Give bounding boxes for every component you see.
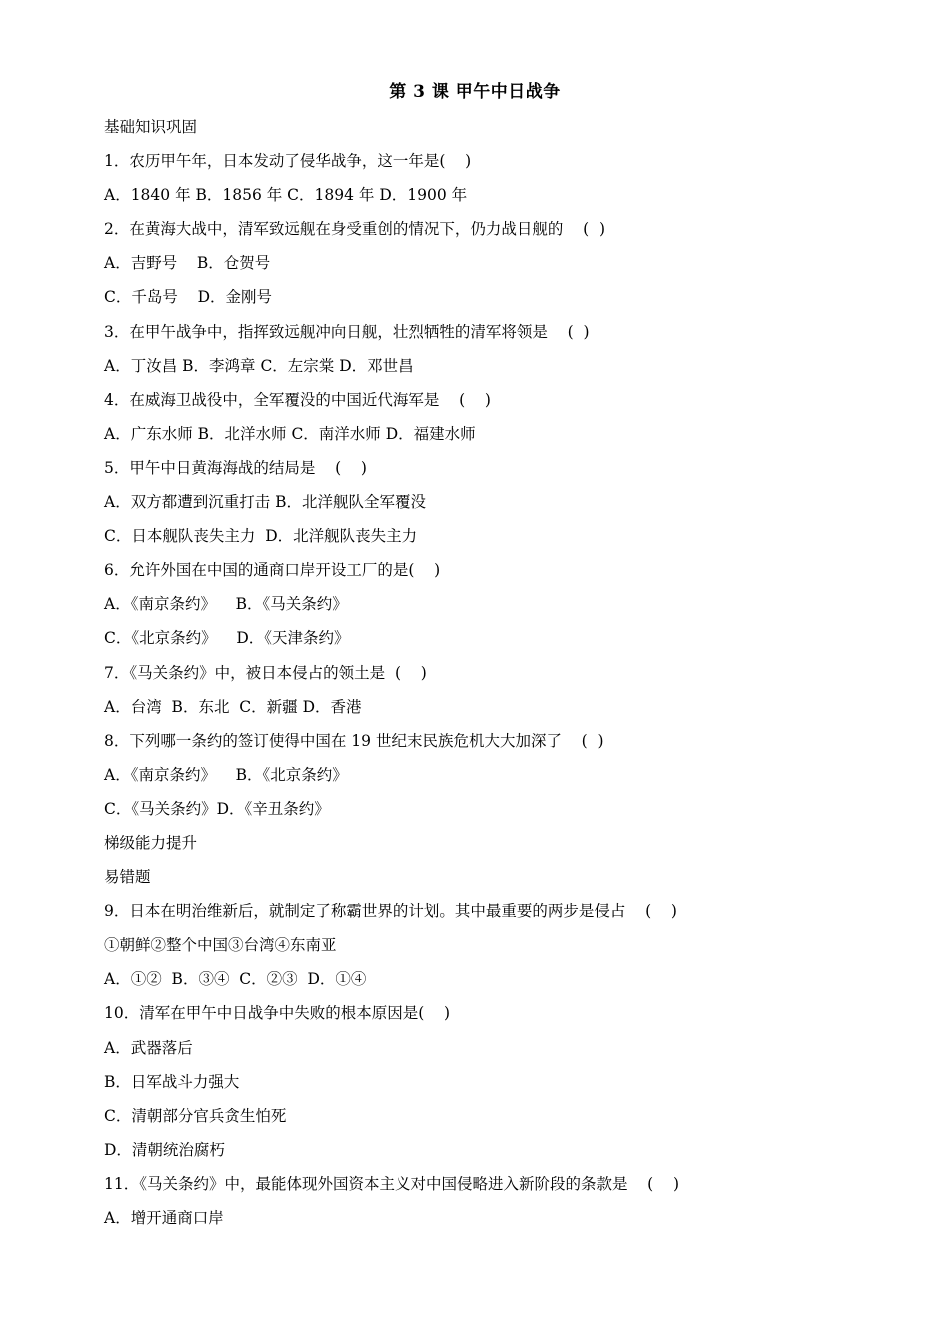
section-heading: 易错题 — [104, 868, 151, 887]
question-text: 2．在黄海大战中，清军致远舰在身受重创的情况下，仍力战日舰的 ( ) — [104, 220, 606, 239]
section-heading: 梯级能力提升 — [104, 833, 198, 852]
answer-options: A．1840 年 B．1856 年 C．1894 年 D．1900 年 — [104, 186, 468, 205]
section-heading: 基础知识巩固 — [104, 118, 198, 136]
answer-options: D．清朝统治腐朽 — [104, 1140, 225, 1159]
question-text: 1．农历甲午年，日本发动了侵华战争，这一年是( ) — [104, 152, 472, 171]
question-text: 5．甲午中日黄海海战的结局是 ( ) — [104, 458, 367, 477]
answer-options: B．日军战斗力强大 — [104, 1072, 240, 1091]
answer-options: A．双方都遭到沉重打击 B．北洋舰队全军覆没 — [104, 493, 427, 512]
question-text: 10．清军在甲午中日战争中失败的根本原因是( ) — [104, 1004, 451, 1023]
question-text: 3．在甲午战争中，指挥致远舰冲向日舰，壮烈牺牲的清军将领是 ( ) — [104, 322, 590, 341]
answer-options: C．《北京条约》 D．《天津条约》 — [104, 629, 350, 648]
answer-options: A．增开通商口岸 — [104, 1209, 224, 1227]
answer-options: A．武器落后 — [104, 1038, 193, 1057]
question-text: 8．下列哪一条约的签订使得中国在 19 世纪末民族危机大大加深了 ( ) — [104, 731, 604, 750]
question-items: ①朝鲜②整个中国③台湾④东南亚 — [104, 936, 337, 955]
answer-options: C．千岛号 D．金刚号 — [104, 288, 272, 307]
answer-options: A．丁汝昌 B．李鸿章 C．左宗棠 D．邓世昌 — [104, 356, 414, 375]
answer-options: A．台湾 B．东北 C．新疆 D．香港 — [104, 697, 362, 716]
answer-options: C．日本舰队丧失主力 D．北洋舰队丧失主力 — [104, 527, 418, 546]
question-text: 6．允许外国在中国的通商口岸开设工厂的是( ) — [104, 561, 441, 580]
answer-options: A．《南京条约》 B．《北京条约》 — [104, 765, 348, 784]
question-list — [104, 113, 864, 1238]
answer-options: A．吉野号 B．仓贺号 — [104, 254, 271, 273]
answer-options: C．清朝部分官兵贪生怕死 — [104, 1106, 287, 1125]
question-text: 4．在威海卫战役中，全军覆没的中国近代海军是 ( ) — [104, 390, 491, 409]
answer-options: A．《南京条约》 B．《马关条约》 — [104, 595, 348, 614]
page-title: 第 3 课 甲午中日战争 — [389, 82, 561, 102]
question-text: 7．《马关条约》中，被日本侵占的领土是 ( ) — [104, 663, 427, 682]
answer-options: A．①② B．③④ C．②③ D．①④ — [104, 970, 367, 989]
question-text: 11．《马关条约》中，最能体现外国资本主义对中国侵略进入新阶段的条款是 ( ) — [104, 1174, 679, 1193]
answer-options: A．广东水师 B．北洋水师 C．南洋水师 D．福建水师 — [104, 424, 476, 443]
question-text: 9．日本在明治维新后，就制定了称霸世界的计划。其中最重要的两步是侵占 ( ) — [104, 902, 677, 921]
answer-options: C．《马关条约》D．《辛丑条约》 — [104, 799, 330, 818]
